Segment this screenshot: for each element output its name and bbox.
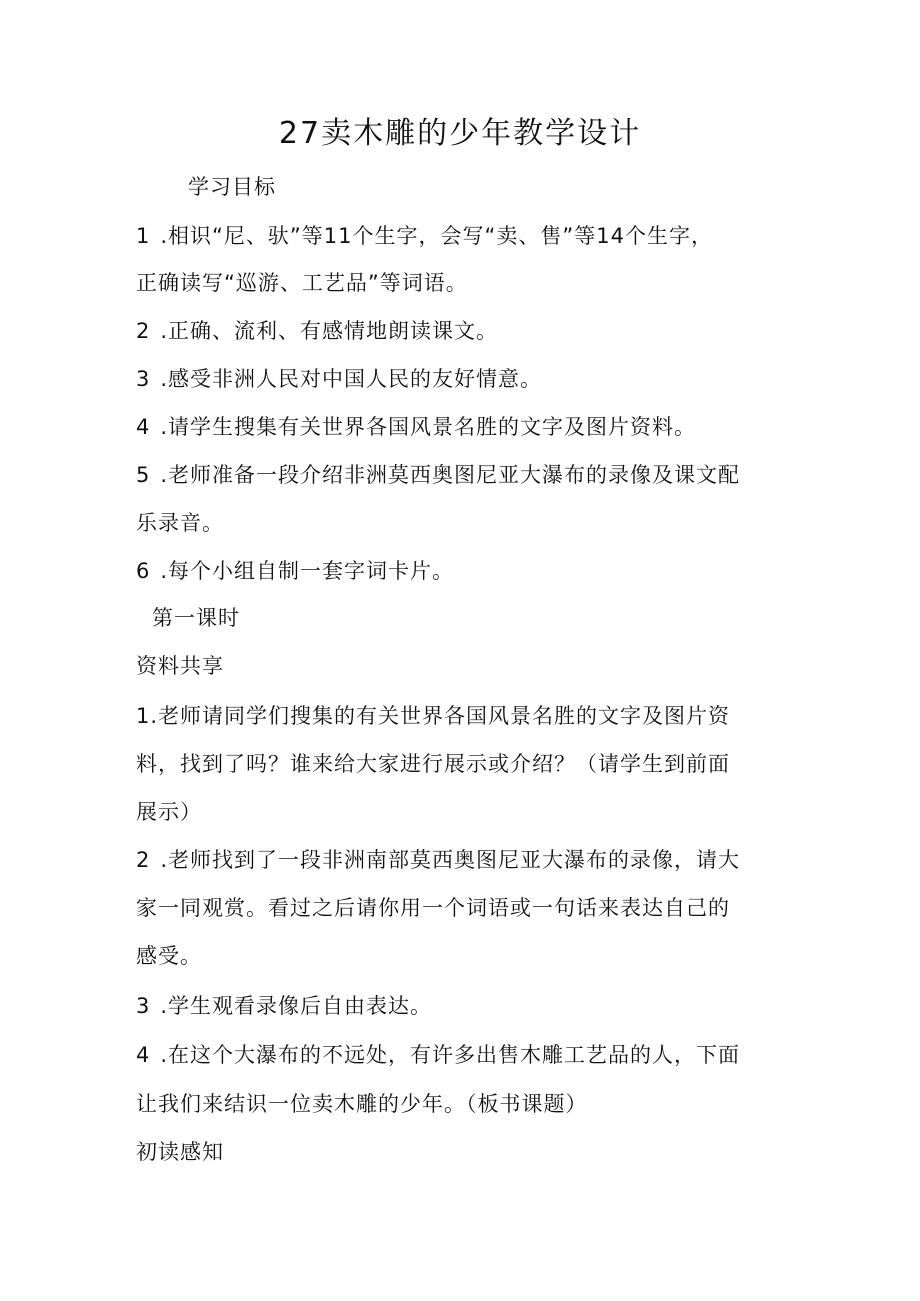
objective-number: 2 — [136, 319, 151, 343]
step-2-continuation: 感受。 — [136, 944, 202, 968]
objective-text: .请学生搜集有关世界各国风景名胜的文字及图片资料。 — [160, 415, 697, 439]
objectives-heading: 学习目标 — [188, 175, 276, 199]
step-2-continuation: 家一同观赏。看过之后请你用一个词语或一句话来表达自己的 — [136, 896, 730, 920]
objective-1-continuation: 正确读写“巡游、工艺品”等词语。 — [136, 271, 468, 295]
step-text: .学生观看录像后自由表达。 — [160, 994, 433, 1018]
objective-4 — [136, 412, 696, 442]
objective-text: .相识“尼、驮”等11个生字，会写“卖、售”等14个生字， — [160, 224, 714, 248]
objective-text: .正确、流利、有感情地朗读课文。 — [160, 319, 499, 343]
step-1-continuation: 展示） — [136, 800, 202, 824]
objective-5-continuation: 乐录音。 — [136, 511, 224, 535]
step-4 — [136, 1040, 740, 1070]
objective-5 — [136, 460, 740, 490]
step-2 — [136, 845, 740, 875]
objective-1 — [136, 221, 713, 251]
document-title: 27卖木雕的少年教学设计 — [278, 116, 642, 151]
objective-text: .老师准备一段介绍非洲莫西奥图尼亚大瀑布的录像及课文配 — [160, 463, 741, 487]
objective-text: .感受非洲人民对中国人民的友好情意。 — [160, 367, 543, 391]
step-number: 4 — [136, 1043, 151, 1067]
step-1-continuation: 料，找到了吗？谁来给大家进行展示或介绍？（请学生到前面 — [136, 752, 730, 776]
objective-number: 6 — [136, 559, 151, 583]
objective-number: 4 — [136, 415, 151, 439]
step-1 — [136, 701, 730, 731]
step-3 — [136, 991, 432, 1021]
step-text: .在这个大瀑布的不远处，有许多出售木雕工艺品的人，下面 — [160, 1043, 741, 1067]
step-number: 2 — [136, 848, 151, 872]
lesson-heading: 第一课时 — [152, 606, 240, 630]
objective-number: 1 — [136, 224, 151, 248]
objective-3 — [136, 364, 542, 394]
step-text: .老师找到了一段非洲南部莫西奥图尼亚大瀑布的录像，请大 — [160, 848, 741, 872]
step-4-continuation: 让我们来结识一位卖木雕的少年。（板书课题） — [136, 1092, 588, 1116]
section-heading-resources: 资料共享 — [136, 654, 224, 678]
objective-6 — [136, 556, 454, 586]
step-number: 3 — [136, 994, 151, 1018]
objective-number: 3 — [136, 367, 151, 391]
objective-text: .每个小组自制一套字词卡片。 — [160, 559, 455, 583]
section-heading-first-reading: 初读感知 — [136, 1140, 224, 1164]
objective-number: 5 — [136, 463, 151, 487]
step-number: 1 — [136, 704, 151, 728]
objective-2 — [136, 316, 498, 346]
step-text: .老师请同学们搜集的有关世界各国风景名胜的文字及图片资 — [150, 704, 731, 728]
